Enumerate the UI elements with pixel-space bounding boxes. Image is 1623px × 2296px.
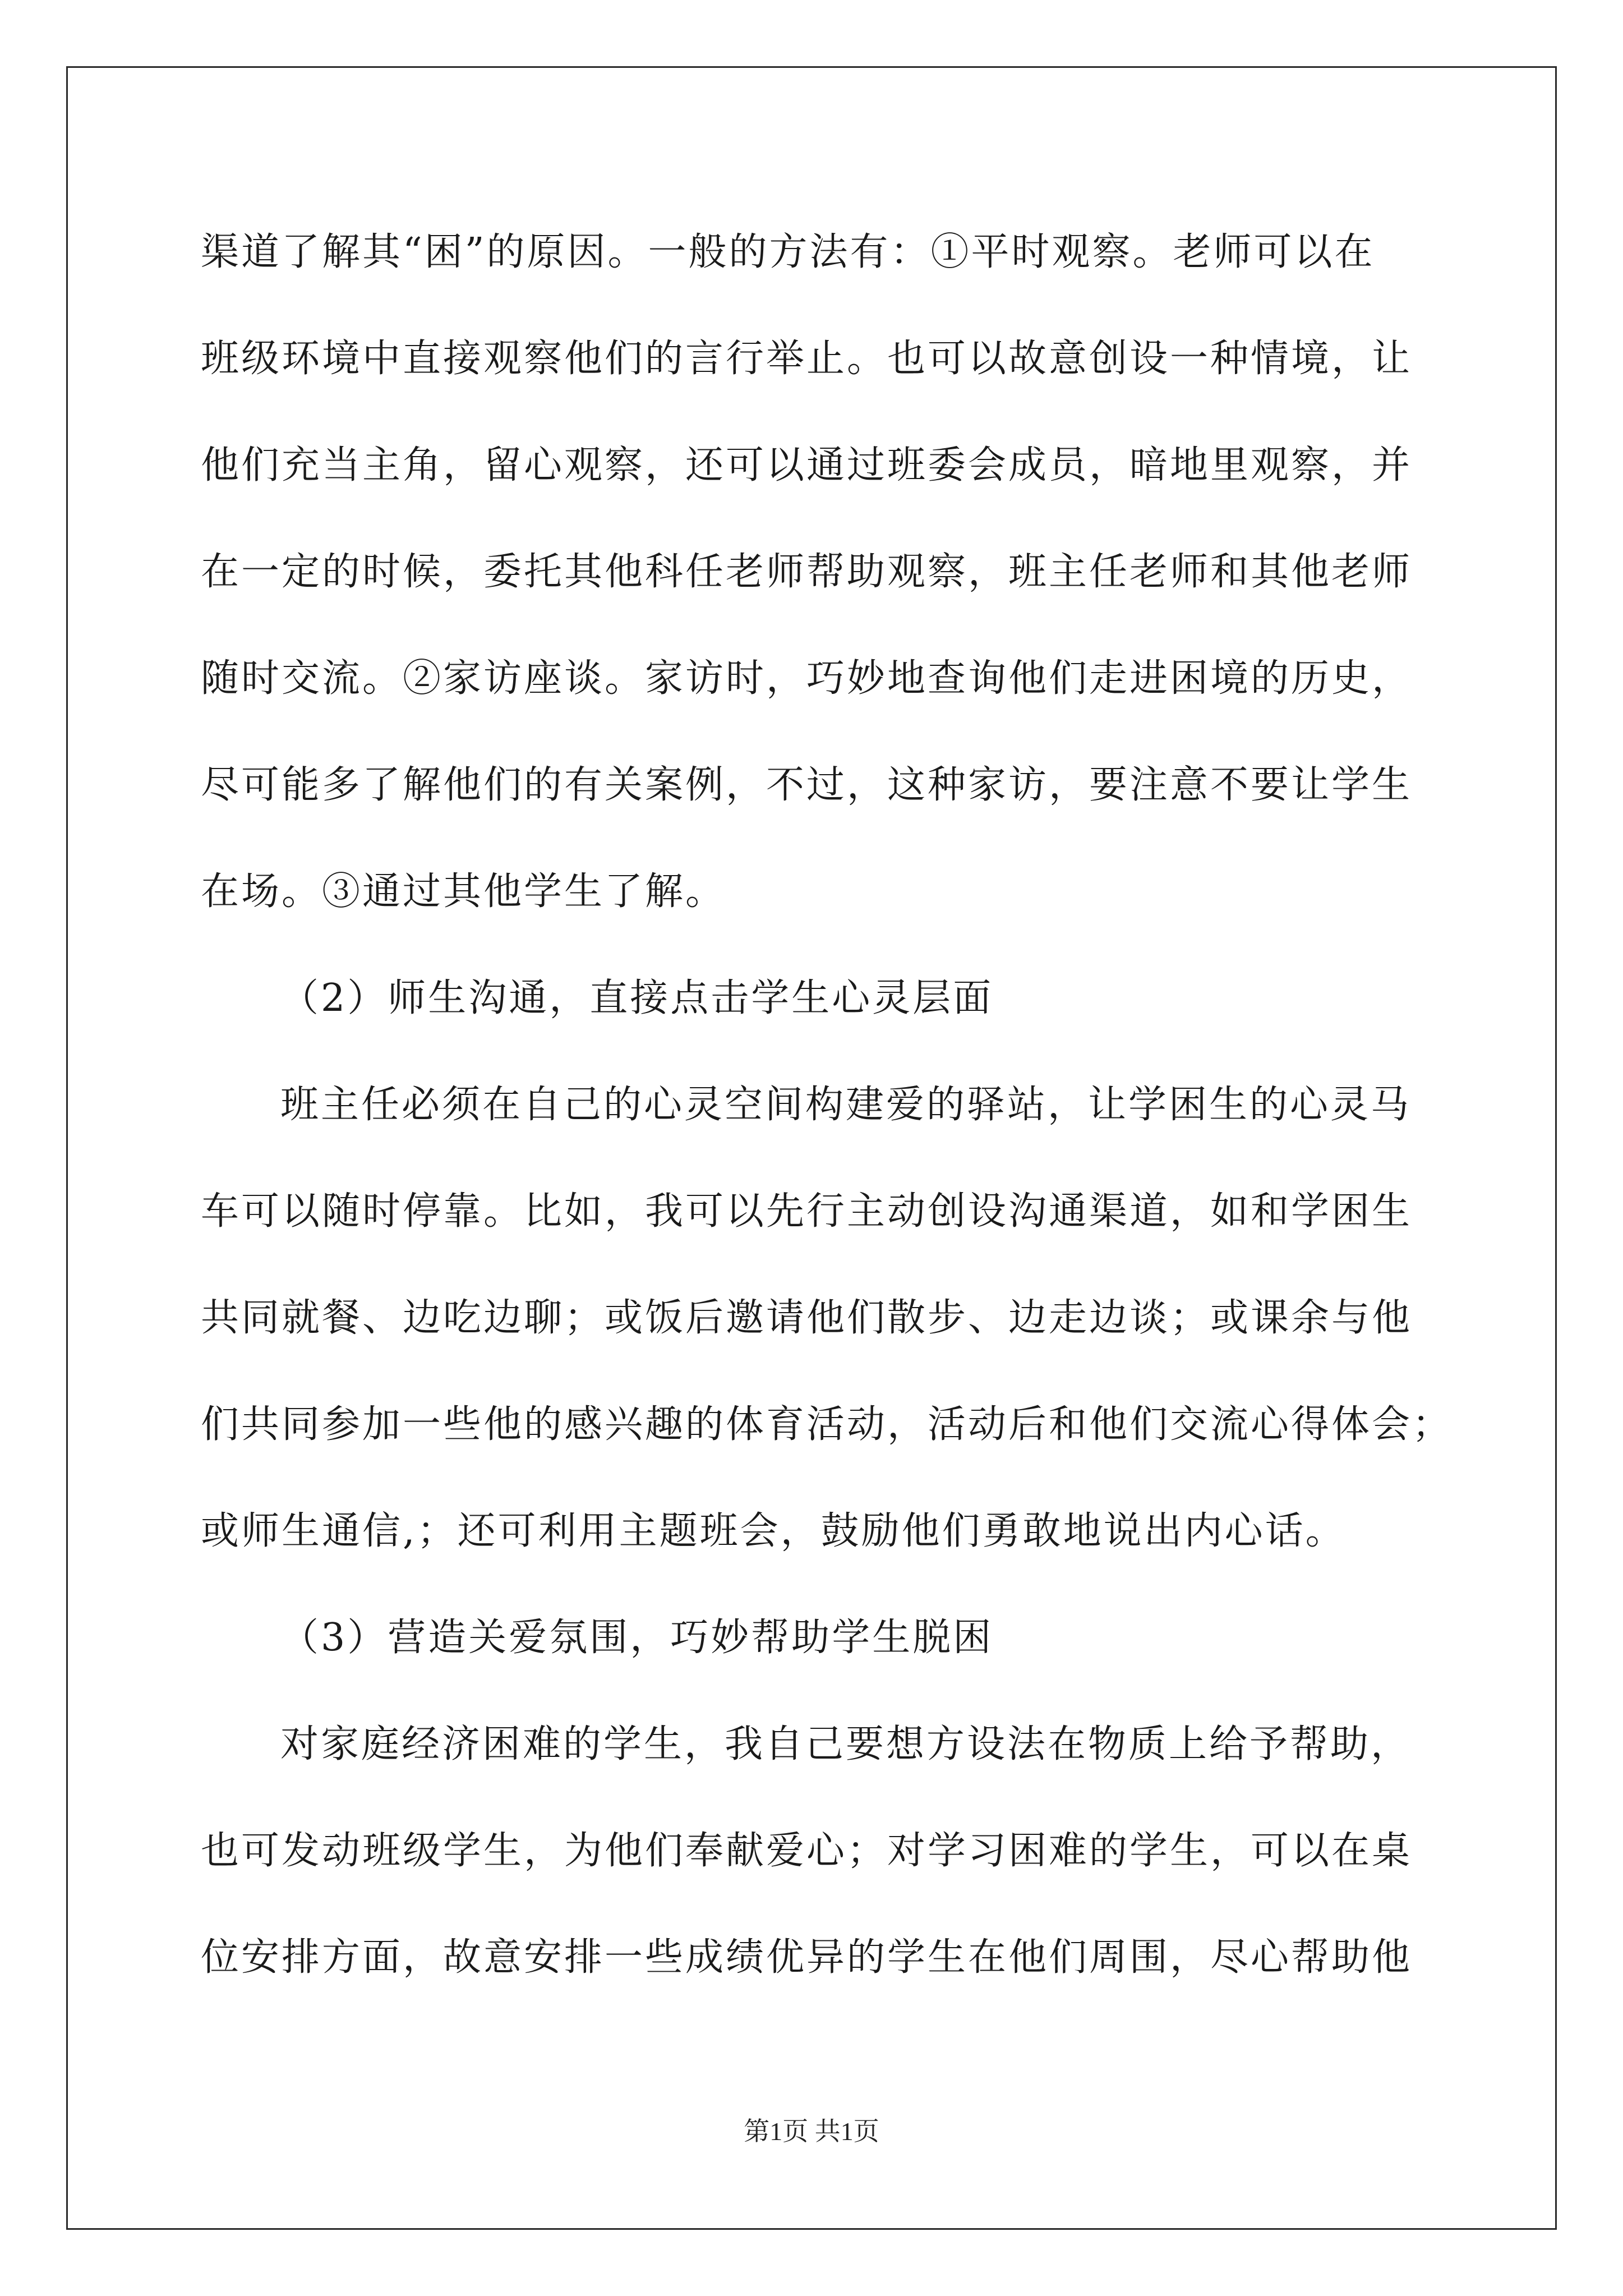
text-line: 尽可能多了解他们的有关案例，不过，这种家访，要注意不要让学生 [201,763,1413,807]
page-number: 第1页 共1页 [744,2117,879,2146]
text-line: 或师生通信,；还可利用主题班会，鼓励他们勇敢地说出内心话。 [201,1509,1346,1553]
text-line: 他们充当主角，留心观察，还可以通过班委会成员，暗地里观察，并 [201,443,1413,487]
text-line: 共同就餐、边吃边聊；或饭后邀请他们散步、边走边谈；或课余与他 [201,1296,1413,1340]
text-line: 随时交流。②家访座谈。家访时，巧妙地查询他们走进困境的历史， [201,656,1413,701]
text-line: 在场。③通过其他学生了解。 [201,869,726,914]
text-line: 们共同参加一些他的感兴趣的体育活动，活动后和他们交流心得体会； [201,1402,1453,1447]
section-heading: （3）营造关爱氛围，巧妙帮助学生脱困 [280,1616,994,1660]
paragraph-first-line: 班主任必须在自己的心灵空间构建爱的驿站，让学困生的心灵马 [280,1083,1412,1127]
text-line: 渠道了解其“困”的原因。一般的方法有：①平时观察。老师可以在 [201,230,1375,274]
text-line: 班级环境中直接观察他们的言行举止。也可以故意创设一种情境，让 [201,337,1413,381]
section-heading: （2）师生沟通，直接点击学生心灵层面 [280,976,994,1020]
text-line: 位安排方面，故意安排一些成绩优异的学生在他们周围，尽心帮助他 [201,1935,1413,1980]
text-line: 也可发动班级学生，为他们奉献爱心；对学习困难的学生，可以在桌 [201,1829,1413,1873]
paragraph-first-line: 对家庭经济困难的学生，我自己要想方设法在物质上给予帮助， [280,1722,1412,1766]
text-line: 车可以随时停靠。比如，我可以先行主动创设沟通渠道，如和学困生 [201,1189,1413,1234]
text-line: 在一定的时候，委托其他科任老师帮助观察，班主任老师和其他老师 [201,550,1413,594]
